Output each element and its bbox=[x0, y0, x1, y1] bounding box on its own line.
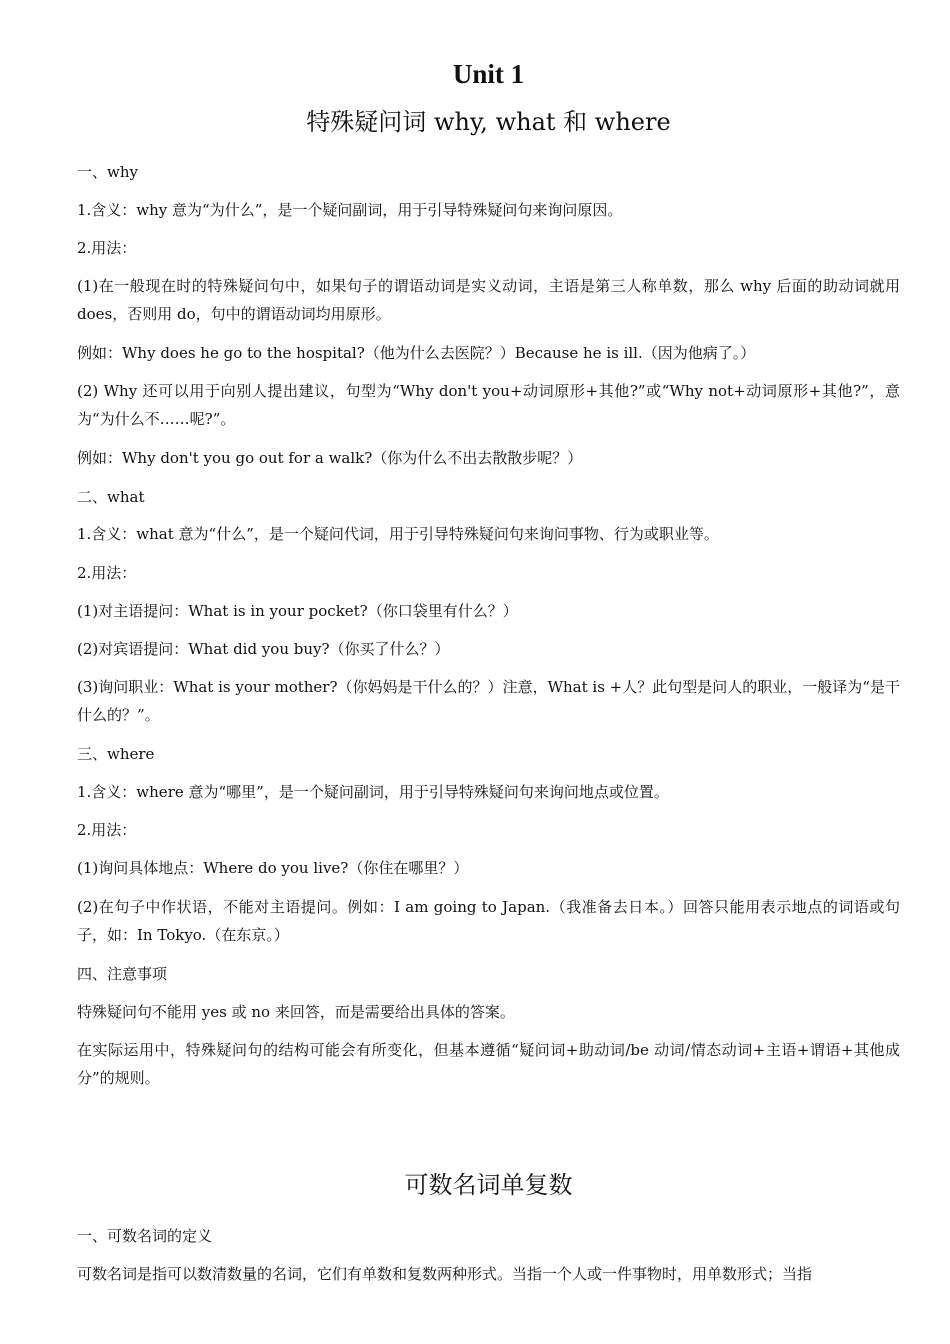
what-usage-1: (1)对主语提问：What is in your pocket?（你口袋里有什么？） bbox=[77, 602, 518, 620]
why-example-2: 例如：Why don't you go out for a walk?（你为什么不出去散散步呢？） bbox=[77, 449, 583, 467]
notes-item-2: 在实际运用中，特殊疑问句的结构可能会有所变化，但基本遵循“疑问词+助动词/be 动词/情态动词+主语+谓语+其他成分”的规则。 bbox=[77, 1041, 900, 1087]
why-meaning: 1.含义：why 意为“为什么”，是一个疑问副词，用于引导特殊疑问句来询问原因。 bbox=[77, 201, 623, 219]
where-usage-2: (2)在句子中作状语，不能对主语提问。例如：I am going to Japan.（我准备去日本。）回答只能用表示地点的词语或句子，如：In Tokyo.（在东京。） bbox=[77, 898, 900, 944]
unit-title: Unit 1 bbox=[452, 59, 525, 89]
where-heading: 三、where bbox=[77, 745, 155, 763]
where-usage-label: 2.用法： bbox=[77, 821, 137, 839]
what-usage-2: (2)对宾语提问：What did you buy?（你买了什么？） bbox=[77, 640, 450, 658]
where-usage-1: (1)询问具体地点：Where do you live?（你住在哪里？） bbox=[77, 859, 469, 877]
what-meaning: 1.含义：what 意为“什么”，是一个疑问代词，用于引导特殊疑问句来询问事物、行为或职业等。 bbox=[77, 525, 719, 543]
countable-nouns-heading: 一、可数名词的定义 bbox=[77, 1227, 213, 1245]
what-usage-3: (3)询问职业：What is your mother?（你妈妈是干什么的？）注意，What is +人？此句型是问人的职业，一般译为“是干什么的？”。 bbox=[77, 678, 900, 724]
why-usage-1: (1)在一般现在时的特殊疑问句中，如果句子的谓语动词是实义动词，主语是第三人称单数，那么 why 后面的助动词就用 does，否则用 do，句中的谓语动词均用原形。 bbox=[77, 277, 900, 323]
section-title-countable-nouns: 可数名词单复数 bbox=[404, 1171, 573, 1199]
why-heading: 一、why bbox=[77, 163, 138, 181]
what-usage-label: 2.用法： bbox=[77, 564, 137, 582]
what-heading: 二、what bbox=[77, 488, 145, 506]
countable-nouns-definition: 可数名词是指可以数清数量的名词，它们有单数和复数两种形式。当指一个人或一件事物时，用单数形式；当指 bbox=[77, 1265, 813, 1283]
why-usage-2: (2) Why 还可以用于向别人提出建议，句型为“Why don't you+动词原形+其他?”或“Why not+动词原形+其他?”，意为“为什么不……呢?”。 bbox=[77, 382, 900, 428]
why-example-1: 例如：Why does he go to the hospital?（他为什么去医院？）Because he is ill.（因为他病了。） bbox=[77, 344, 756, 362]
why-usage-label: 2.用法： bbox=[77, 239, 137, 257]
section-title-question-words: 特殊疑问词 why, what 和 where bbox=[306, 108, 671, 136]
notes-heading: 四、注意事项 bbox=[77, 965, 168, 983]
where-meaning: 1.含义：where 意为“哪里”，是一个疑问副词，用于引导特殊疑问句来询问地点或位置。 bbox=[77, 783, 669, 801]
notes-item-1: 特殊疑问句不能用 yes 或 no 来回答，而是需要给出具体的答案。 bbox=[77, 1003, 515, 1021]
